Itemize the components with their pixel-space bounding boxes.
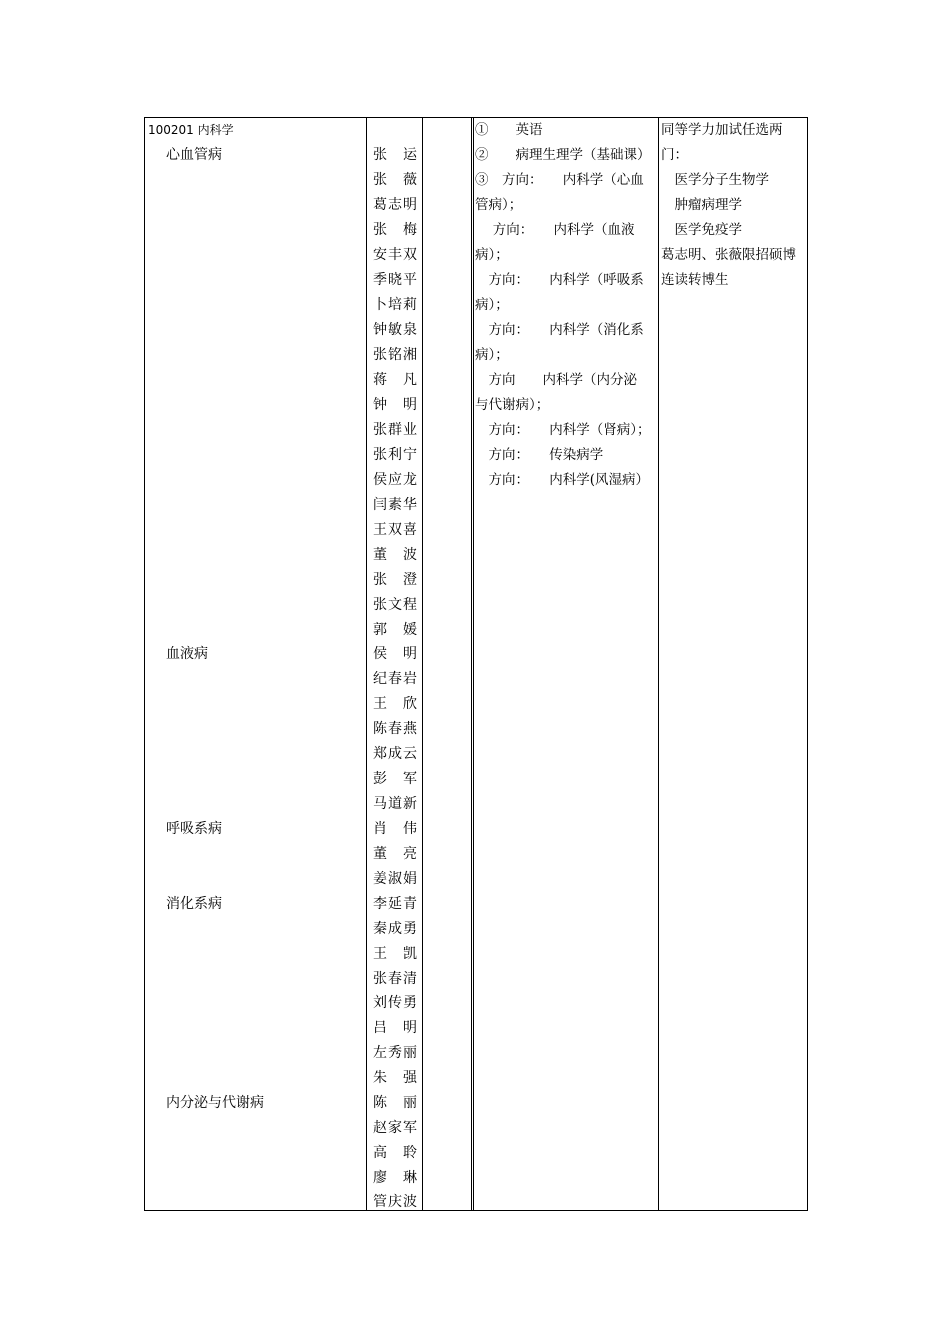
exam-line: 管病）； xyxy=(475,197,523,213)
supervisor-name: 陈春燕 xyxy=(373,721,417,737)
supervisor-name: 姜淑娟 xyxy=(373,871,417,887)
supervisor-name: 郑成云 xyxy=(373,746,417,762)
supervisor-name: 纪春岩 xyxy=(373,671,417,687)
supervisor-name: 董波 xyxy=(373,547,417,563)
supervisor-name: 张薇 xyxy=(373,172,417,188)
supervisor-name: 彭军 xyxy=(373,771,417,787)
exam-line: 与代谢病）； xyxy=(475,397,550,413)
supervisor-name: 左秀丽 xyxy=(373,1045,417,1061)
remarks-column xyxy=(659,118,807,1210)
exam-subjects-column xyxy=(474,118,658,1210)
exam-line: ① 英语 xyxy=(475,122,543,138)
supervisor-name: 吕明 xyxy=(373,1020,417,1036)
program-code: 100201 内科学 xyxy=(148,123,234,137)
program-column xyxy=(145,118,366,1210)
supervisor-name: 蒋凡 xyxy=(373,372,417,388)
exam-line: 方向： 内科学（呼吸系 xyxy=(475,272,644,288)
supervisor-name: 张运 xyxy=(373,147,417,163)
remarks-line: 葛志明、张薇限招硕博 xyxy=(661,247,796,263)
supervisor-name: 肖伟 xyxy=(373,821,417,837)
remarks-line: 同等学力加试任选两 xyxy=(661,122,783,138)
exam-line: 方向 内科学（内分泌 xyxy=(475,372,637,388)
remarks-line: 医学分子生物学 xyxy=(661,172,769,188)
supervisor-name: 张铭湘 xyxy=(373,347,417,363)
supervisor-name: 赵家军 xyxy=(373,1120,417,1136)
remarks-line: 门： xyxy=(661,147,688,163)
supervisor-name: 张梅 xyxy=(373,222,417,238)
supervisor-name: 张澄 xyxy=(373,572,417,588)
supervisor-name: 张春清 xyxy=(373,971,417,987)
supervisor-name: 安丰双 xyxy=(373,247,417,263)
supervisors-column xyxy=(367,118,422,1210)
supervisor-name: 钟明 xyxy=(373,397,417,413)
remarks-line: 连读转博生 xyxy=(661,272,729,288)
subject-cardiovascular: 心血管病 xyxy=(166,147,222,163)
exam-line: 病）； xyxy=(475,347,509,363)
subject-endocrine: 内分泌与代谢病 xyxy=(166,1095,264,1111)
supervisor-name: 王双喜 xyxy=(373,522,417,538)
subject-respiratory: 呼吸系病 xyxy=(166,821,222,837)
exam-line: 病）； xyxy=(475,297,509,313)
supervisor-name: 王欣 xyxy=(373,696,417,712)
supervisor-name: 钟敏泉 xyxy=(373,322,417,338)
supervisor-name: 管庆波 xyxy=(373,1194,417,1210)
supervisor-name: 董亮 xyxy=(373,846,417,862)
exam-line: 病）； xyxy=(475,247,509,263)
supervisor-name: 闫素华 xyxy=(373,497,417,513)
exam-line: 方向： 内科学（肾病）； xyxy=(475,422,651,438)
exam-line: 方向： 内科学（血液 xyxy=(475,222,635,238)
exam-line: 方向： 内科学(风湿病） xyxy=(475,472,650,488)
supervisor-name: 廖琳 xyxy=(373,1170,417,1186)
supervisor-name: 张利宁 xyxy=(373,447,417,463)
supervisor-name: 季晓平 xyxy=(373,272,417,288)
supervisor-name: 卜培莉 xyxy=(373,297,417,313)
supervisor-name: 陈丽 xyxy=(373,1095,417,1111)
supervisor-name: 葛志明 xyxy=(373,197,417,213)
supervisor-name: 马道新 xyxy=(373,796,417,812)
subject-digestive: 消化系病 xyxy=(166,896,222,912)
exam-line: 方向： 传染病学 xyxy=(475,447,604,463)
supervisor-name: 朱强 xyxy=(373,1070,417,1086)
supervisor-name: 张文程 xyxy=(373,597,417,613)
quota-column xyxy=(423,118,471,1210)
exam-line: ③ 方向： 内科学（心血 xyxy=(475,172,644,188)
supervisor-name: 刘传勇 xyxy=(373,995,417,1011)
remarks-line: 医学免疫学 xyxy=(661,222,742,238)
exam-line: ② 病理生理学（基础课） xyxy=(475,147,651,163)
supervisor-name: 李延青 xyxy=(373,896,417,912)
supervisor-name: 王凯 xyxy=(373,946,417,962)
supervisor-name: 侯应龙 xyxy=(373,472,417,488)
subject-hematology: 血液病 xyxy=(166,646,208,662)
exam-line: 方向： 内科学（消化系 xyxy=(475,322,644,338)
supervisor-name: 郭媛 xyxy=(373,622,417,638)
supervisor-name: 秦成勇 xyxy=(373,921,417,937)
supervisor-name: 高聆 xyxy=(373,1145,417,1161)
supervisor-name: 侯明 xyxy=(373,646,417,662)
enrollment-table xyxy=(144,117,808,1211)
remarks-line: 肿瘤病理学 xyxy=(661,197,742,213)
supervisor-name: 张群业 xyxy=(373,422,417,438)
